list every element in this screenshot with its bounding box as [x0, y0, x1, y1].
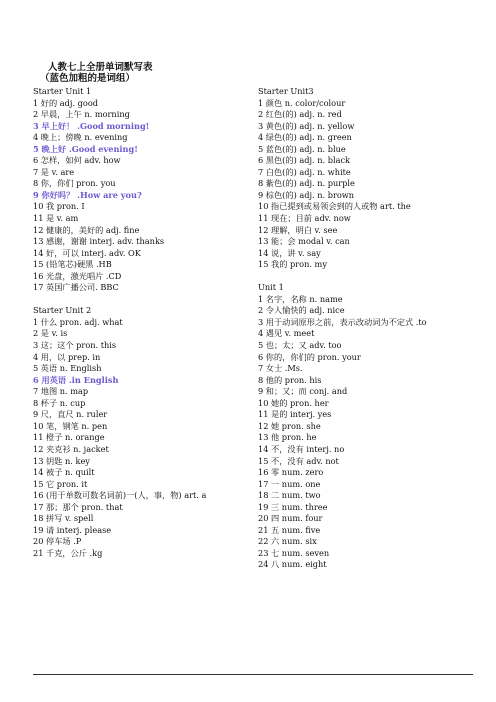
- vocab-entry: 10 笔，钢笔 n. pen: [33, 420, 108, 431]
- vocab-entry: 3 用于动词原形之前，表示改动词为不定式 .to: [258, 316, 427, 327]
- vocab-entry: 10 她的 pron. her: [258, 397, 329, 408]
- vocab-entry: 9 和；又；而 conj. and: [258, 386, 348, 397]
- vocab-entry: 7 白色(的) adj. n. white: [258, 166, 351, 177]
- vocab-entry: 19 三 num. three: [258, 501, 328, 512]
- section-heading: Starter Unit3: [258, 86, 314, 96]
- vocab-entry: 18 二 num. two: [258, 490, 321, 501]
- vocab-entry: 14 说，讲 v. say: [258, 247, 321, 258]
- vocab-entry: 14 好，可以 interj. adv. OK: [33, 247, 141, 258]
- vocab-entry: 1 名字，名称 n. name: [258, 293, 343, 304]
- vocab-entry: 1 什么 pron. adj. what: [33, 316, 123, 327]
- vocab-entry: 5 也；太；又 adv. too: [258, 340, 342, 351]
- vocab-entry: 16 (用于单数可数名词前)一(人，事，物) art. a: [33, 490, 207, 501]
- page-title: 人教七上全册单词默写表: [48, 62, 153, 73]
- vocab-entry: 4 绿色(的) adj. n. green: [258, 132, 352, 143]
- vocab-entry: 8 你，你们 pron. you: [33, 178, 116, 189]
- vocab-entry: 10 指已提到或易领会到的人或物 art. the: [258, 201, 411, 212]
- vocab-entry: 1 颜色 n. color/colour: [258, 97, 346, 108]
- vocab-entry: 7 女士 .Ms.: [258, 363, 303, 374]
- vocab-entry: 13 能；会 modal v. can: [258, 236, 350, 247]
- vocab-entry: 8 杯子 n. cup: [33, 397, 86, 408]
- vocab-entry: 12 夹克衫 n. jacket: [33, 443, 109, 454]
- phrase-entry: 9 你好吗？ .How are you?: [33, 189, 142, 200]
- footer-divider: [33, 674, 473, 675]
- vocab-entry: 2 令人愉快的 adj. nice: [258, 305, 345, 316]
- vocab-entry: 2 是 v. is: [33, 328, 68, 339]
- vocab-entry: 4 用，以 prep. in: [33, 351, 101, 362]
- vocab-entry: 19 请 interj. please: [33, 524, 112, 535]
- vocab-entry: 8 紫色(的) adj. n. purple: [258, 178, 355, 189]
- vocab-entry: 22 六 num. six: [258, 536, 317, 547]
- vocab-entry: 2 红色(的) adj. n. red: [258, 109, 342, 120]
- vocab-entry: 8 他的 pron. his: [258, 374, 322, 385]
- vocab-entry: 15 (铅笔芯)硬黑 .HB: [33, 259, 112, 270]
- phrase-entry: 6 用英语 .in English: [33, 374, 119, 385]
- vocab-entry: 12 健康的，美好的 adj. fine: [33, 224, 140, 235]
- section-heading: Starter Unit 2: [33, 305, 92, 316]
- vocab-entry: 3 黄色(的) adj. n. yellow: [258, 120, 355, 131]
- spacer: [258, 271, 486, 283]
- vocab-entry: 9 棕色(的) adj. n. brown: [258, 189, 355, 200]
- vocab-entry: 24 八 num. eight: [258, 559, 327, 570]
- vocab-entry: 11 现在；目前 adv. now: [258, 213, 351, 224]
- vocab-entry: 17 一 num. one: [258, 478, 321, 489]
- vocab-entry: 21 千克，公斤 .kg: [33, 547, 103, 558]
- vocab-entry: 7 地图 n. map: [33, 386, 89, 397]
- vocab-entry: 11 橙子 n. orange: [33, 432, 105, 443]
- vocab-entry: 12 她 pron. she: [258, 420, 321, 431]
- vocab-entry: 12 理解，明白 v. see: [258, 224, 338, 235]
- vocab-entry: 6 黑色(的) adj. n. black: [258, 155, 350, 166]
- vocab-entry: 6 怎样，如何 adv. how: [33, 155, 121, 166]
- vocab-entry: 1 好的 adj. good: [33, 97, 98, 108]
- vocab-entry: 6 你的，你们的 pron. your: [258, 351, 361, 362]
- vocab-entry: 23 七 num. seven: [258, 547, 330, 558]
- right-column: [258, 86, 486, 571]
- vocab-entry: 10 我 pron. I: [33, 201, 85, 212]
- vocab-entry: 3 这；这个 pron. this: [33, 340, 117, 351]
- vocab-entry: 13 他 pron. he: [258, 432, 317, 443]
- vocab-entry: 15 不，没有 adv. not: [258, 455, 339, 466]
- vocab-entry: 14 不，没有 interj. no: [258, 443, 345, 454]
- vocab-entry: 4 遇见 v. meet: [258, 328, 315, 339]
- vocab-entry: 17 英国广播公司. BBC: [33, 282, 119, 293]
- vocab-entry: 7 是 v. are: [33, 166, 75, 177]
- vocab-entry: 20 四 num. four: [258, 513, 323, 524]
- vocab-entry: 5 英语 n. English: [33, 363, 102, 374]
- vocab-entry: 20 停车场 .P: [33, 536, 82, 547]
- phrase-entry: 3 早上好！ .Good morning!: [33, 120, 150, 131]
- vocab-entry: 11 是的 interj. yes: [258, 409, 332, 420]
- vocab-entry: 14 被子 n. quilt: [33, 467, 95, 478]
- vocab-entry: 15 它 pron. it: [33, 478, 88, 489]
- vocab-entry: 13 钥匙 n. key: [33, 455, 90, 466]
- vocab-entry: 2 早晨，上午 n. morning: [33, 109, 130, 120]
- vocab-entry: 4 晚上；傍晚 n. evening: [33, 132, 128, 143]
- page-subtitle: （蓝色加粗的是词组）: [40, 73, 136, 84]
- spacer: [33, 294, 245, 306]
- section-heading: Starter Unit 1: [33, 86, 92, 96]
- vocab-entry: 18 拼写 v. spell: [33, 513, 94, 524]
- vocab-entry: 5 蓝色(的) adj. n. blue: [258, 143, 346, 154]
- vocab-entry: 15 我的 pron. my: [258, 259, 327, 270]
- vocab-entry: 13 感谢，谢谢 interj. adv. thanks: [33, 236, 165, 247]
- vocab-entry: 11 是 v. am: [33, 213, 79, 224]
- vocab-entry: 9 尺，直尺 n. ruler: [33, 409, 108, 420]
- left-column: [33, 86, 245, 559]
- phrase-entry: 5 晚上好 .Good evening!: [33, 143, 138, 154]
- vocab-entry: 16 光盘，激光唱片 .CD: [33, 270, 122, 281]
- vocab-entry: 17 那；那个 pron. that: [33, 501, 123, 512]
- vocab-entry: 16 零 num. zero: [258, 467, 324, 478]
- vocab-entry: 21 五 num. five: [258, 524, 321, 535]
- section-heading: Unit 1: [258, 282, 284, 293]
